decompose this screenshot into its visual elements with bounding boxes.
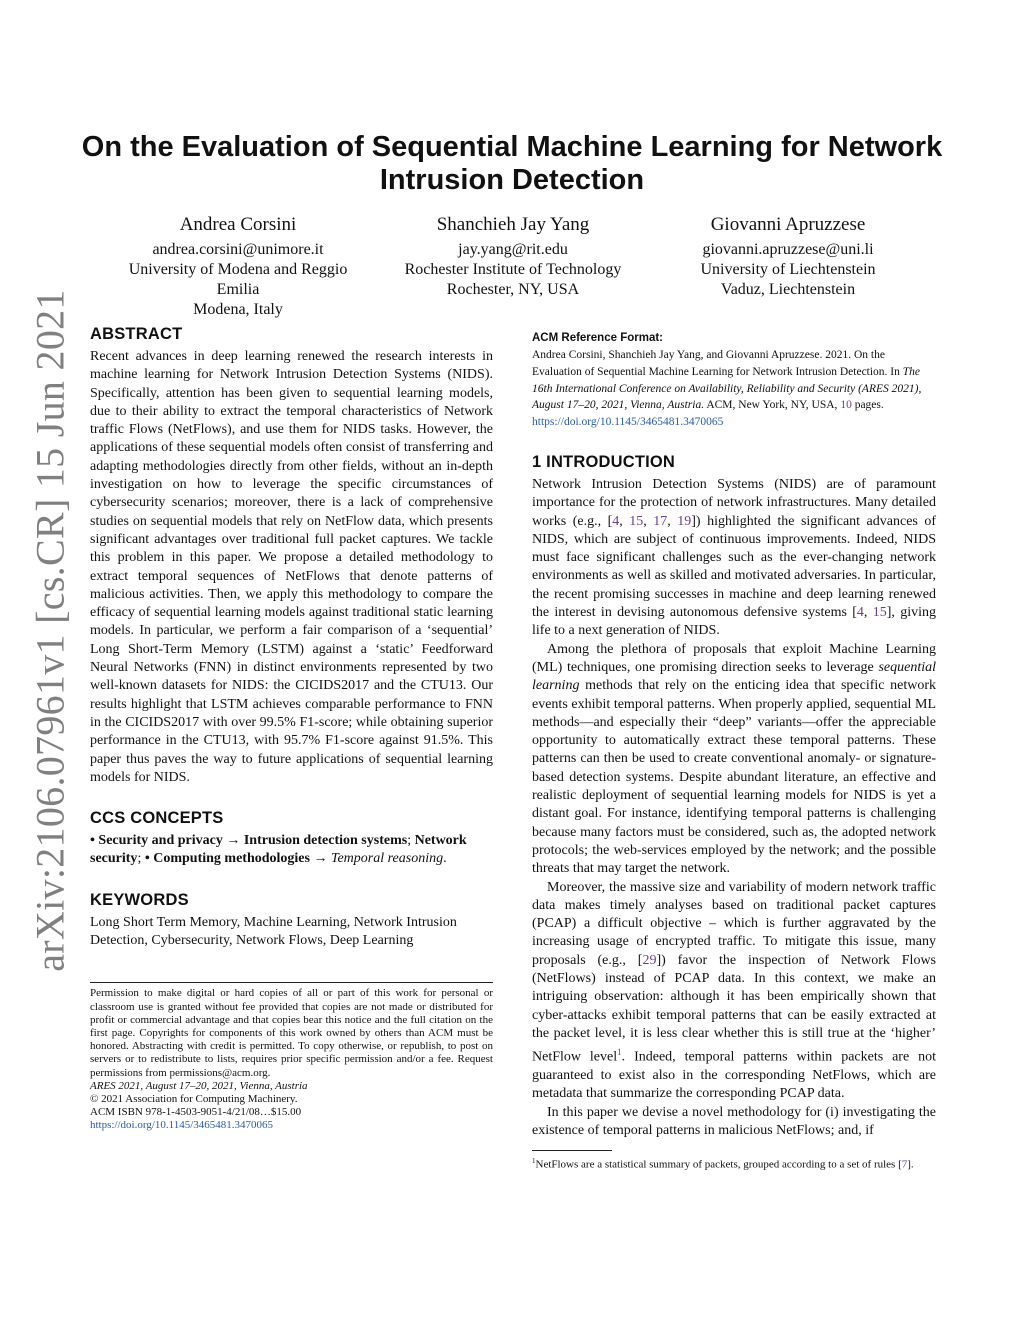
venue-line: ARES 2021, August 17–20, 2021, Vienna, Austria	[90, 1079, 308, 1092]
keywords-heading: KEYWORDS	[90, 890, 189, 909]
doi-link[interactable]: https://doi.org/10.1145/3465481.3470065	[532, 416, 724, 429]
separator: ,	[643, 513, 654, 529]
author-name: Shanchieh Jay Yang	[436, 214, 590, 235]
author-2	[383, 213, 643, 300]
citation-link[interactable]: 29	[642, 952, 657, 968]
paragraph-text: Moreover, the massive size and variability of modern network traffic data makes timely analyses based on traditional packet captures (PCAP) a difficult objective – which is further aggravated by the increasing usage of encrypted traffic. To mitigate this issue, many proposals (e.g., [	[532, 879, 936, 968]
ccs-term: Network security	[90, 833, 467, 867]
reference-format-text	[532, 347, 936, 431]
reference-venue: The 16th International Conference on Availability, Reliability and Security (ARES 2021), August 17–20, 2021, Vienna, Austria.	[532, 365, 922, 412]
footnote-block	[532, 1150, 936, 1172]
ccs-term: Intrusion detection systems	[243, 833, 408, 849]
paragraph-text: methods that rely on the enticing idea that specific network events exhibit temporal patterns. When properly applied, sequential ML methods—and especially their “deep” variants—offer the appreciable opportunity to automatically extract these temporal patterns. These patterns can then be used to create conventional anomaly- or signature-based detection systems. Despite abundant literature, an effective and realistic deployment of sequential learning models for NIDS is yet a distant goal. For instance, identifying temporal patterns is challenging because many factors must be considered, such as, the adopted network protocols; the web-services employed by the network; and the possible threats that may target the network.	[532, 678, 936, 877]
ccs-text	[90, 832, 493, 869]
author-name: Giovanni Apruzzese	[710, 214, 866, 235]
isbn-line: ACM ISBN 978-1-4503-9051-4/21/08…$15.00	[90, 1106, 302, 1119]
footnote-text	[532, 1155, 936, 1172]
author-location: Rochester, NY, USA	[446, 281, 580, 298]
abstract-heading: ABSTRACT	[90, 325, 183, 343]
ccs-arrow: →	[222, 833, 244, 849]
separator: ,	[863, 605, 873, 621]
citation-link[interactable]: 17	[653, 513, 668, 529]
ccs-term: • Security and privacy	[90, 833, 223, 849]
intro-paragraph-4: In this paper we devise a novel methodology for (i) investigating the existence of temporal patterns in malicious NetFlows; and, if	[532, 1104, 936, 1139]
author-location: Vaduz, Liechtenstein	[720, 281, 856, 298]
ccs-heading: CCS CONCEPTS	[90, 809, 224, 828]
separator: ,	[619, 513, 630, 529]
footnote-divider	[532, 1150, 612, 1151]
citation-link[interactable]: 4	[612, 513, 620, 529]
author-email: giovanni.apruzzese@uni.li	[702, 241, 874, 258]
footnote-marker[interactable]: 1	[617, 1047, 622, 1058]
paper-title: On the Evaluation of Sequential Machine Learning for Network Intrusion Detection	[81, 131, 943, 196]
footnote-body: NetFlows are a statistical summary of packets, grouped according to a set of rules [	[535, 1158, 902, 1171]
ccs-separator: ;	[407, 833, 415, 849]
emphasis-text: sequential learning	[532, 659, 936, 694]
ccs-end: .	[443, 851, 447, 867]
ccs-separator: ;	[137, 851, 145, 867]
permission-block	[90, 982, 493, 1132]
footnote-number: 1	[532, 1157, 536, 1166]
intro-paragraph-1	[532, 476, 936, 641]
author-email: jay.yang@rit.edu	[458, 241, 568, 258]
author-location: Modena, Italy	[193, 301, 283, 318]
author-3	[658, 213, 918, 300]
abstract-text: Recent advances in deep learning renewed the research interests in machine learning for Network Intrusion Detection Systems (NIDS). Specifically, attention has been given to sequential learning models, due to their ability to extract the temporal characteristics of Network traffic Flows (NetFlows), and use them for NIDS tasks. However, the applications of these sequential models often consist of transferring and adapting methodologies directly from other fields, without an in-depth investigation on how to leverage the specific circumstances of cybersecurity scenarios; moreover, there is a lack of comprehensive studies on sequential models that rely on NetFlow data, which presents significant advantages over traditional full packet captures. We tackle this problem in this paper. We propose a detailed methodology to extract temporal sequences of NetFlows that denote patterns of malicious activities. Then, we apply this methodology to compare the efficacy of sequential learning models against traditional static learning models. In particular, we perform a fair comparison of a ‘sequential’ Long Short-Term Memory (LSTM) against a ‘static’ Feedforward Neural Networks (FNN) in distinct environments represented by two well-known datasets for NIDS: the CICIDS2017 and the CTU13. Our results highlight that LSTM achieves comparable performance to FNN in the CICIDS2017 with over 99.5% F1-score; while obtaining superior performance in the CTU13, with 95.7% F1-score against 91.5%. This paper thus paves the way to future applications of sequential learning models for NIDS.	[90, 349, 493, 785]
keywords-text: Long Short Term Memory, Machine Learning, Network Intrusion Detection, Cybersecurity, Network Flows, Deep Learning	[90, 914, 457, 949]
paragraph-text: Among the plethora of proposals that exploit Machine Learning (ML) techniques, one promising direction seeks to leverage	[532, 641, 936, 675]
divider	[90, 982, 493, 983]
reference-text: ACM, New York, NY, USA,	[704, 399, 841, 412]
author-affiliation: Emilia	[216, 281, 260, 298]
author-name: Andrea Corsini	[179, 214, 297, 235]
paragraph-text: Network Intrusion Detection Systems (NIDS) are of paramount importance for the protection of network infrastructures. Many detailed works (e.g., [	[532, 476, 936, 529]
footnote-end: ].	[907, 1158, 914, 1171]
citation-link[interactable]: 15	[872, 605, 887, 621]
author-affiliation: Rochester Institute of Technology	[404, 261, 622, 278]
reference-text: Andrea Corsini, Shanchieh Jay Yang, and Giovanni Apruzzese. 2021. On the Evaluation of Sequential Machine Learning for Network Intrusion Detection. In	[532, 349, 903, 378]
left-column	[90, 325, 493, 1133]
right-column	[532, 332, 936, 1172]
doi-link[interactable]: https://doi.org/10.1145/3465481.3470065	[90, 1119, 274, 1132]
copyright-line: © 2021 Association for Computing Machinery.	[90, 1092, 298, 1105]
citation-link[interactable]: 7	[901, 1158, 908, 1171]
author-affiliation: University of Modena and Reggio	[128, 261, 348, 278]
author-email: andrea.corsini@unimore.it	[152, 241, 324, 258]
introduction-heading: 1 INTRODUCTION	[532, 452, 676, 471]
arxiv-stamp-container	[18, 250, 82, 1010]
author-1	[108, 213, 368, 320]
paragraph-text: ]) highlighted the significant advances of NIDS, which are subject of continuous improvements. Indeed, NIDS must face significant challenges such as the ever-changing network environments as well as skilled and motivated adversaries. In particular, the recent promising successes in machine and deep learning renewed the interest in devising autonomous defensive systems [	[532, 513, 937, 621]
citation-link[interactable]: 15	[629, 513, 644, 529]
intro-paragraph-2	[532, 641, 936, 879]
reference-text: pages.	[851, 399, 884, 412]
paragraph-text: ], giving life to a next generation of NIDS.	[532, 605, 936, 639]
citation-link[interactable]: 19	[677, 513, 692, 529]
permission-text: Permission to make digital or hard copies of all or part of this work for personal or classroom use is granted without fee provided that copies are not made or distributed for profit or commercial advantage and that copies bear this notice and the full citation on the first page. Copyrights for components of this work owned by others than ACM must be honored. Abstracting with credit is permitted. To copy otherwise, or republish, to post on servers or to redistribute to lists, requires prior specific permission and/or a fee. Request permissions from permissions@acm.org.	[90, 987, 493, 1079]
arxiv-stamp: arXiv:2106.07961v1 [cs.CR] 15 Jun 2021	[27, 288, 73, 972]
paragraph-text: ]) favor the inspection of Network Flows (NetFlows) instead of PCAP data. In this context, we make an intriguing observation: although it has been empirically shown that cyber-attacks exhibit temporal patterns that can be easily extracted at the packet level, it is less clear whether this is still true at the ‘higher’ NetFlow level	[532, 952, 936, 1065]
paragraph-text: . Indeed, temporal patterns within packets are not guaranteed to exist also in the corresponding NetFlows, which are metadata that summarize the corresponding PCAP data.	[532, 1049, 936, 1102]
ccs-term: Temporal reasoning	[330, 851, 444, 867]
author-affiliation: University of Liechtenstein	[700, 261, 876, 278]
reference-format-heading: ACM Reference Format:	[532, 332, 663, 344]
page-count-link[interactable]: 10	[840, 399, 852, 412]
ccs-term: • Computing methodologies	[144, 851, 310, 867]
intro-paragraph-3	[532, 879, 936, 1104]
ccs-arrow: →	[309, 851, 331, 867]
separator: ,	[667, 513, 678, 529]
citation-link[interactable]: 4	[856, 605, 864, 621]
